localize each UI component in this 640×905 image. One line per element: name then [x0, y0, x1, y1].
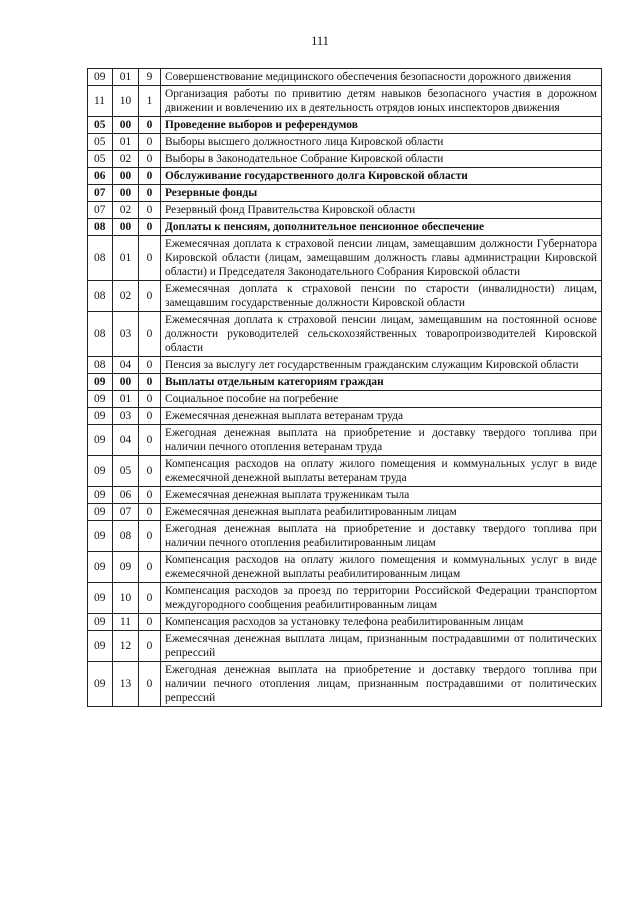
code-subsection: 08: [113, 521, 139, 552]
table-row: [88, 236, 602, 281]
code-subsection: 03: [113, 312, 139, 357]
row-description: Ежемесячная денежная выплата труженикам тыла: [161, 487, 602, 504]
code-section: 11: [88, 86, 113, 117]
code-subsection: 11: [113, 614, 139, 631]
code-section: 08: [88, 219, 113, 236]
code-subsection: 10: [113, 583, 139, 614]
code-section: 09: [88, 521, 113, 552]
code-subsection: 12: [113, 631, 139, 662]
code-item: 0: [139, 631, 161, 662]
row-description: Выплаты отдельным категориям граждан: [161, 374, 602, 391]
table-row: [88, 86, 602, 117]
code-item: 0: [139, 151, 161, 168]
table-row: [88, 281, 602, 312]
code-section: 08: [88, 312, 113, 357]
code-item: 0: [139, 312, 161, 357]
code-item: 0: [139, 487, 161, 504]
code-item: 0: [139, 425, 161, 456]
code-section: 05: [88, 151, 113, 168]
code-item: 0: [139, 281, 161, 312]
code-item: 0: [139, 236, 161, 281]
table-row: [88, 631, 602, 662]
code-section: 08: [88, 357, 113, 374]
row-description: Ежемесячная денежная выплата реабилитированным лицам: [161, 504, 602, 521]
table-row: [88, 202, 602, 219]
table-row: [88, 583, 602, 614]
code-item: 0: [139, 504, 161, 521]
code-item: 0: [139, 117, 161, 134]
code-item: 0: [139, 202, 161, 219]
table-row: [88, 552, 602, 583]
code-item: 0: [139, 374, 161, 391]
code-subsection: 01: [113, 236, 139, 281]
code-section: 09: [88, 614, 113, 631]
row-description: Доплаты к пенсиям, дополнительное пенсионное обеспечение: [161, 219, 602, 236]
row-description: Ежегодная денежная выплата на приобретение и доставку твердого топлива при наличии печного отопления ветеранам труда: [161, 425, 602, 456]
code-item: 0: [139, 552, 161, 583]
row-description: Пенсия за выслугу лет государственным гражданским служащим Кировской области: [161, 357, 602, 374]
budget-codes-table: [87, 68, 602, 707]
row-description: Резервный фонд Правительства Кировской области: [161, 202, 602, 219]
row-description: Резервные фонды: [161, 185, 602, 202]
code-section: 07: [88, 202, 113, 219]
row-description: Ежемесячная денежная выплата ветеранам труда: [161, 408, 602, 425]
code-section: 06: [88, 168, 113, 185]
table-row: [88, 117, 602, 134]
code-subsection: 02: [113, 151, 139, 168]
table-row: [88, 185, 602, 202]
row-description: Ежемесячная доплата к страховой пенсии по старости (инвалидности) лицам, замещавшим государственные должности Кировской области: [161, 281, 602, 312]
code-item: 0: [139, 521, 161, 552]
code-subsection: 00: [113, 117, 139, 134]
code-section: 05: [88, 117, 113, 134]
code-section: 09: [88, 425, 113, 456]
code-subsection: 00: [113, 168, 139, 185]
table-row: [88, 312, 602, 357]
code-item: 0: [139, 185, 161, 202]
code-subsection: 03: [113, 408, 139, 425]
code-section: 09: [88, 631, 113, 662]
row-description: Ежегодная денежная выплата на приобретение и доставку твердого топлива при наличии печного отопления лицам, признанным пострадавшими от политических репрессий: [161, 662, 602, 707]
code-section: 09: [88, 374, 113, 391]
table-row: [88, 425, 602, 456]
code-section: 09: [88, 662, 113, 707]
row-description: Компенсация расходов за проезд по территории Российской Федерации транспортом междугородного сообщения реабилитированным лицам: [161, 583, 602, 614]
table-row: [88, 614, 602, 631]
code-section: 09: [88, 504, 113, 521]
code-subsection: 04: [113, 425, 139, 456]
row-description: Выборы высшего должностного лица Кировской области: [161, 134, 602, 151]
code-section: 09: [88, 583, 113, 614]
code-item: 9: [139, 69, 161, 86]
code-subsection: 02: [113, 281, 139, 312]
code-item: 0: [139, 662, 161, 707]
code-section: 09: [88, 391, 113, 408]
code-item: 0: [139, 583, 161, 614]
page-number: 111: [311, 34, 329, 48]
code-item: 0: [139, 134, 161, 151]
row-description: Обслуживание государственного долга Кировской области: [161, 168, 602, 185]
row-description: Социальное пособие на погребение: [161, 391, 602, 408]
table-row: [88, 521, 602, 552]
code-item: 0: [139, 456, 161, 487]
row-description: Ежемесячная доплата к страховой пенсии лицам, замещавшим должности Губернатора Кировской области (лицам, замещавшим должность главы администрации Кировской области) и Председателя Законодательного Собрания Кировской области: [161, 236, 602, 281]
code-subsection: 06: [113, 487, 139, 504]
code-subsection: 13: [113, 662, 139, 707]
table-row: [88, 391, 602, 408]
table-row: [88, 219, 602, 236]
code-item: 0: [139, 168, 161, 185]
table-row: [88, 662, 602, 707]
code-subsection: 02: [113, 202, 139, 219]
code-subsection: 01: [113, 134, 139, 151]
table-row: [88, 408, 602, 425]
code-section: 08: [88, 281, 113, 312]
code-item: 0: [139, 408, 161, 425]
code-subsection: 04: [113, 357, 139, 374]
row-description: Совершенствование медицинского обеспечения безопасности дорожного движения: [161, 69, 602, 86]
table-row: [88, 168, 602, 185]
table-row: [88, 456, 602, 487]
code-section: 09: [88, 456, 113, 487]
code-subsection: 10: [113, 86, 139, 117]
code-item: 0: [139, 614, 161, 631]
table-row: [88, 487, 602, 504]
code-section: 09: [88, 487, 113, 504]
code-subsection: 09: [113, 552, 139, 583]
table-row: [88, 504, 602, 521]
code-section: 09: [88, 69, 113, 86]
table-body: [88, 69, 602, 707]
code-item: 0: [139, 391, 161, 408]
code-subsection: 01: [113, 391, 139, 408]
row-description: Ежемесячная денежная выплата лицам, признанным пострадавшими от политических репрессий: [161, 631, 602, 662]
row-description: Организация работы по привитию детям навыков безопасного участия в дорожном движении и вовлечению их в деятельность отрядов юных инспекторов движения: [161, 86, 602, 117]
code-section: 08: [88, 236, 113, 281]
table-row: [88, 151, 602, 168]
code-section: 09: [88, 552, 113, 583]
row-description: Выборы в Законодательное Собрание Кировской области: [161, 151, 602, 168]
code-item: 0: [139, 357, 161, 374]
code-section: 09: [88, 408, 113, 425]
table-row: [88, 134, 602, 151]
code-section: 07: [88, 185, 113, 202]
code-subsection: 00: [113, 374, 139, 391]
code-subsection: 00: [113, 185, 139, 202]
code-section: 05: [88, 134, 113, 151]
code-subsection: 01: [113, 69, 139, 86]
row-description: Проведение выборов и референдумов: [161, 117, 602, 134]
row-description: Компенсация расходов на оплату жилого помещения и коммунальных услуг в виде ежемесячной денежной выплаты реабилитированным лицам: [161, 552, 602, 583]
row-description: Компенсация расходов за установку телефона реабилитированным лицам: [161, 614, 602, 631]
row-description: Ежемесячная доплата к страховой пенсии лицам, замещавшим на постоянной основе должности руководителей сельскохозяйственных товаропроизводителей Кировской области: [161, 312, 602, 357]
row-description: Ежегодная денежная выплата на приобретение и доставку твердого топлива при наличии печного отопления реабилитированным лицам: [161, 521, 602, 552]
code-item: 1: [139, 86, 161, 117]
code-item: 0: [139, 219, 161, 236]
code-subsection: 00: [113, 219, 139, 236]
code-subsection: 07: [113, 504, 139, 521]
row-description: Компенсация расходов на оплату жилого помещения и коммунальных услуг в виде ежемесячной денежной выплаты ветеранам труда: [161, 456, 602, 487]
code-subsection: 05: [113, 456, 139, 487]
table-row: [88, 69, 602, 86]
table-row: [88, 357, 602, 374]
table-row: [88, 374, 602, 391]
